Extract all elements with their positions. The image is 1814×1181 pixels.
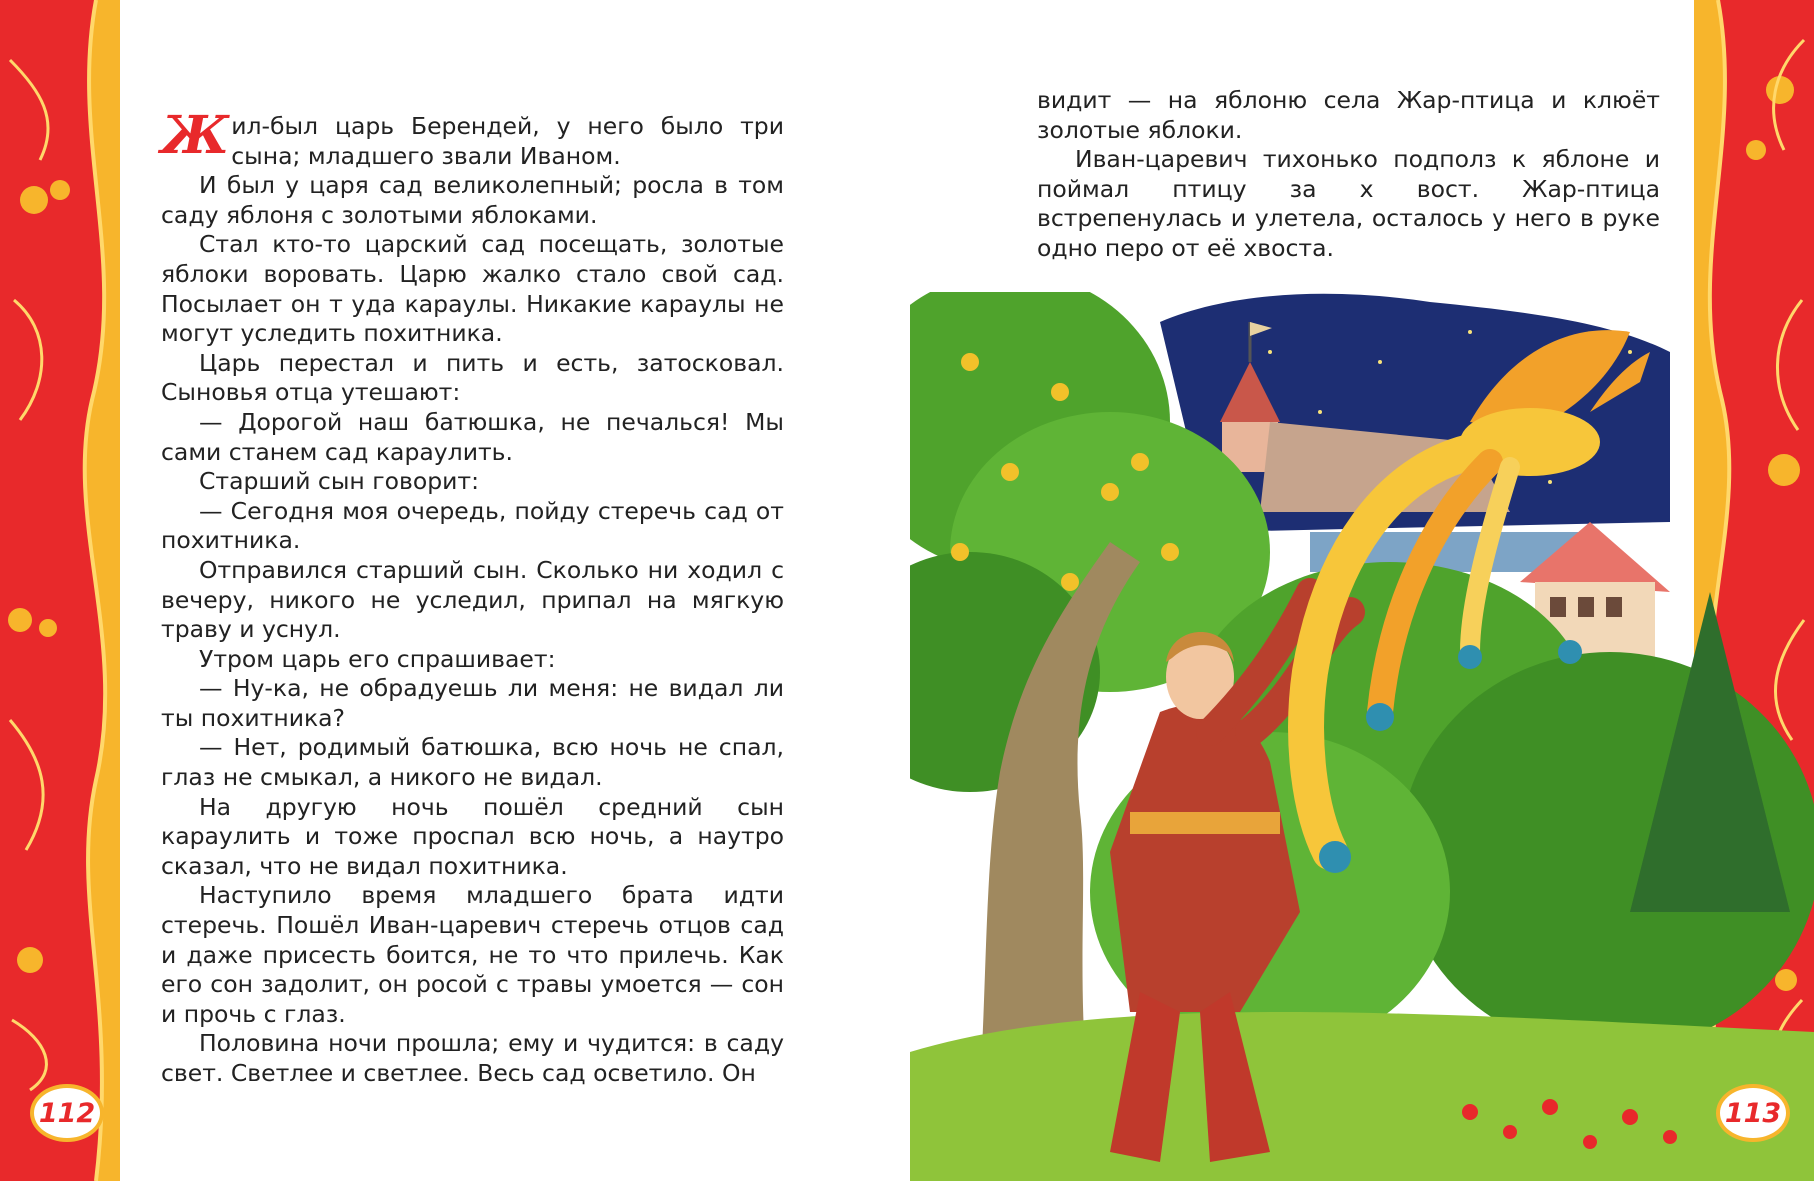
left-ornamental-border bbox=[0, 0, 120, 1181]
paragraph: — Дорогой наш батюшка, не печалься! Мы сами станем сад караулить. bbox=[161, 407, 784, 466]
right-page-text bbox=[1037, 86, 1660, 264]
paragraph: Утром царь его спрашивает: bbox=[199, 644, 556, 673]
paragraph: Жил-был царь Берендей, у него было три сына; младшего звали Иваном. bbox=[161, 105, 784, 170]
paragraph: Наступило время младшего брата идти стеречь. Пошёл Иван-царевич стеречь отцов сад и даже присесть боится, не то что прилечь. Как его сон задолит, он росой с травы умоется — сон и прочь с глаз. bbox=[161, 881, 784, 1028]
paragraph: Иван-царевич тихонько подполз к яблоне и поймал птицу за х вост. Жар-птица встрепенулась и улетела, осталось у него в руке одно перо от её хвоста. bbox=[1037, 145, 1660, 262]
drop-cap: Ж bbox=[161, 105, 230, 166]
paragraph: — Сегодня моя очередь, пойду стеречь сад от похитника. bbox=[161, 496, 784, 555]
paragraph: Отправился старший сын. Сколько ни ходил с вечеру, никого не уследил, припал на мягкую траву и уснул. bbox=[161, 555, 784, 644]
paragraph: видит — на яблоню села Жар-птица и клюёт золотые яблоки. bbox=[1037, 86, 1660, 144]
page-number-right: 113 bbox=[1716, 1084, 1790, 1142]
paragraph: На другую ночь пошёл средний сын караулить и тоже проспал всю ночь, а наутро сказал, что не видал похитника. bbox=[161, 792, 784, 880]
paragraph: — Нет, родимый батюшка, всю ночь не спал, глаз не смыкал, а никого не видал. bbox=[161, 733, 784, 792]
firebird-illustration bbox=[910, 292, 1814, 1181]
paragraph: Старший сын говорит: bbox=[199, 467, 479, 496]
paragraph: И был у царя сад великолепный; росла в том саду яблоня с золотыми яблоками. bbox=[161, 171, 784, 229]
paragraph: Царь перестал и пить и есть, затосковал. Сыновья отца утешают: bbox=[161, 348, 784, 407]
paragraph: Половина ночи прошла; ему и чудится: в саду свет. Светлее и светлее. Весь сад осветило. Он bbox=[161, 1029, 784, 1087]
paragraph: — Ну-ка, не обрадуешь ли меня: не видал ли ты похитника? bbox=[161, 674, 784, 732]
meadow bbox=[910, 1012, 1814, 1181]
left-page-text bbox=[161, 105, 784, 1089]
page-number-left: 112 bbox=[30, 1084, 104, 1142]
paragraph: Стал кто-то царский сад посещать, золотые яблоки воровать. Царю жалко стало свой сад. Посылает он т уда караулы. Никакие караулы не могут уследить похитника. bbox=[161, 230, 784, 348]
